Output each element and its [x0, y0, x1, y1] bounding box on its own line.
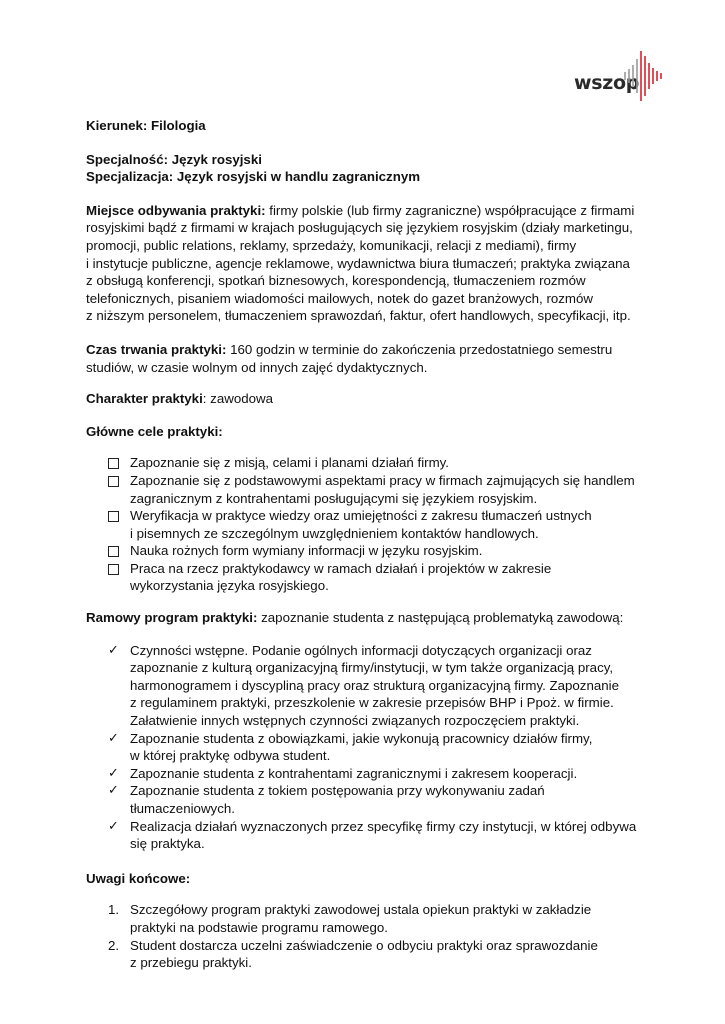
- checkbox-square-icon: [108, 472, 124, 492]
- miejsce-text: promocji, public relations, reklamy, sprzedaży, komunikacji, relacji z mediami), firmy: [86, 237, 577, 253]
- uwagi-list: [86, 901, 646, 971]
- list-item: [86, 765, 646, 783]
- list-item-text: harmonogramem i dyscypliną pracy oraz strukturą organizacyjną firmy. Zapoznanie: [130, 677, 619, 693]
- charakter-value: : zawodowa: [202, 391, 273, 407]
- charakter-line: [86, 390, 646, 408]
- list-item-text: Weryfikacja w praktyce wiedzy oraz umiejętności z zakresu tłumaczeń ustnych: [130, 508, 592, 524]
- specjalizacja-value: Język rosyjski w handlu zagranicznym: [173, 169, 421, 185]
- czas-label: Czas trwania praktyki:: [86, 341, 227, 357]
- checkbox-square-icon: [108, 560, 124, 580]
- list-item-text: Nauka rożnych form wymiany informacji w języku rosyjskim.: [130, 543, 483, 559]
- list-item-text: się praktyka.: [130, 836, 205, 852]
- list-item: [86, 901, 646, 936]
- checkmark-icon: ✓: [108, 765, 119, 781]
- list-item: [86, 507, 646, 542]
- list-item-text: Zapoznanie studenta z obowiązkami, jakie wykonują pracownicy działów firmy,: [130, 730, 593, 746]
- miejsce-text: i instytucje publiczne, agencje reklamowe, wydawnictwa biura tłumaczeń; praktyka związana: [86, 255, 630, 271]
- miejsce-label: Miejsce odbywania praktyki:: [86, 202, 266, 218]
- list-item-text: Praca na rzecz praktykodawcy w ramach działań i projektów w zakresie: [130, 560, 552, 576]
- czas-text: 160 godzin w terminie do zakończenia przedostatniego semestru: [226, 341, 613, 357]
- miejsce-text: z niższym personelem, tłumaczeniem sprawozdań, faktur, ofert handlowych, specyfikacji, itp.: [86, 308, 631, 324]
- miejsce-text: rosyjskimi bądź z firmami w krajach posługujących się językiem rosyjskim (działy marketingu,: [86, 220, 633, 236]
- list-item-text: Realizacja działań wyznaczonych przez specyfikę firmy czy instytucji, w której odbywa: [130, 818, 637, 834]
- charakter-label: Charakter praktyki: [86, 391, 203, 407]
- program-label: Ramowy program praktyki:: [86, 610, 258, 626]
- specjalizacja-line: [86, 168, 646, 186]
- wszop-logo: [574, 50, 674, 102]
- list-item-text: Zapoznanie studenta z kontrahentami zagranicznymi i zakresem kooperacji.: [130, 765, 578, 781]
- list-item-text: Student dostarcza uczelni zaświadczenie o odbyciu praktyki oraz sprawozdanie: [130, 937, 598, 953]
- list-item: [86, 730, 646, 765]
- list-item-text: Czynności wstępne. Podanie ogólnych informacji dotyczących organizacji oraz: [130, 642, 592, 658]
- uwagi-heading: Uwagi końcowe:: [86, 870, 191, 886]
- program-line: [86, 609, 646, 627]
- logo-text: wszop: [574, 72, 640, 94]
- list-item-text: Zapoznanie studenta z tokiem postępowania przy wykonywaniu zadań: [130, 783, 545, 799]
- list-item-text: w której praktykę odbywa student.: [130, 748, 331, 764]
- list-item-text: i pisemnych ze szczególnym uwzględnieniem kontaktów handlowych.: [130, 525, 539, 541]
- czas-paragraph: [86, 341, 646, 376]
- checkmark-icon: ✓: [108, 783, 119, 799]
- list-item: [86, 454, 646, 472]
- kierunek-value: Filologia: [147, 118, 206, 133]
- list-item: [86, 542, 646, 560]
- program-list: [86, 642, 646, 853]
- checkbox-square-icon: [108, 507, 124, 527]
- miejsce-text: z obsługą konferencji, spotkań biznesowych, korespondencją, tłumaczeniem rozmów: [86, 273, 586, 289]
- checkmark-icon: ✓: [108, 818, 119, 834]
- list-item-text: z przebiegu praktyki.: [130, 955, 252, 971]
- list-item-text: Załatwienie innych wstępnych czynności związanych rozpoczęciem praktyki.: [130, 713, 580, 729]
- miejsce-paragraph: [86, 202, 646, 325]
- kierunek-line: [86, 117, 646, 135]
- list-item-text: praktyki na podstawie programu ramowego.: [130, 919, 388, 935]
- list-item-text: zagranicznym z kontrahentami posługującymi się językiem rosyjskim.: [130, 490, 538, 506]
- list-item-text: Szczegółowy program praktyki zawodowej ustala opiekun praktyki w zakładzie: [130, 902, 592, 918]
- list-item: [86, 472, 646, 507]
- list-item: [86, 818, 646, 853]
- miejsce-text: firmy polskie (lub firmy zagraniczne) współpracujące z firmami: [265, 202, 635, 218]
- logo-bars-icon: [622, 50, 672, 102]
- document-body: [86, 117, 646, 972]
- list-number: 1.: [108, 902, 120, 918]
- list-item-text: tłumaczeniowych.: [130, 801, 235, 816]
- specjalnosc-value: Język rosyjski: [168, 151, 262, 167]
- list-item-text: zapoznanie z kulturą organizacyjną firmy/instytucji, w tym także organizacją pracy,: [130, 660, 614, 676]
- cele-heading: Główne cele praktyki:: [86, 423, 223, 439]
- program-value: zapoznanie studenta z następującą problematyką zawodową:: [257, 610, 624, 626]
- list-item-text: Zapoznanie się z podstawowymi aspektami pracy w firmach zajmujących się handlem: [130, 472, 635, 488]
- list-item: [86, 782, 646, 817]
- list-item: [86, 560, 646, 595]
- list-item-text: wykorzystania języka rosyjskiego.: [130, 578, 329, 594]
- specjalizacja-label: Specjalizacja:: [86, 169, 174, 185]
- specjalnosc-label: Specjalność:: [86, 151, 169, 167]
- cele-list: [86, 454, 646, 595]
- checkmark-icon: ✓: [108, 730, 119, 746]
- list-number: 2.: [108, 937, 120, 953]
- list-item-text: z regulaminem praktyki, przeszkolenie w zakresie przepisów BHP i Ppoż. w firmie.: [130, 695, 614, 711]
- kierunek-label: Kierunek:: [86, 118, 148, 133]
- list-item: [86, 937, 646, 972]
- list-item: [86, 642, 646, 730]
- list-item-text: Zapoznanie się z misją, celami i planami działań firmy.: [130, 455, 450, 471]
- specjalnosc-line: [86, 151, 646, 169]
- czas-text: studiów, w czasie wolnym od innych zajęć dydaktycznych.: [86, 359, 428, 375]
- miejsce-text: telefonicznych, pisaniem wiadomości mailowych, notek do gazet branżowych, rozmów: [86, 290, 593, 306]
- checkmark-icon: ✓: [108, 642, 119, 658]
